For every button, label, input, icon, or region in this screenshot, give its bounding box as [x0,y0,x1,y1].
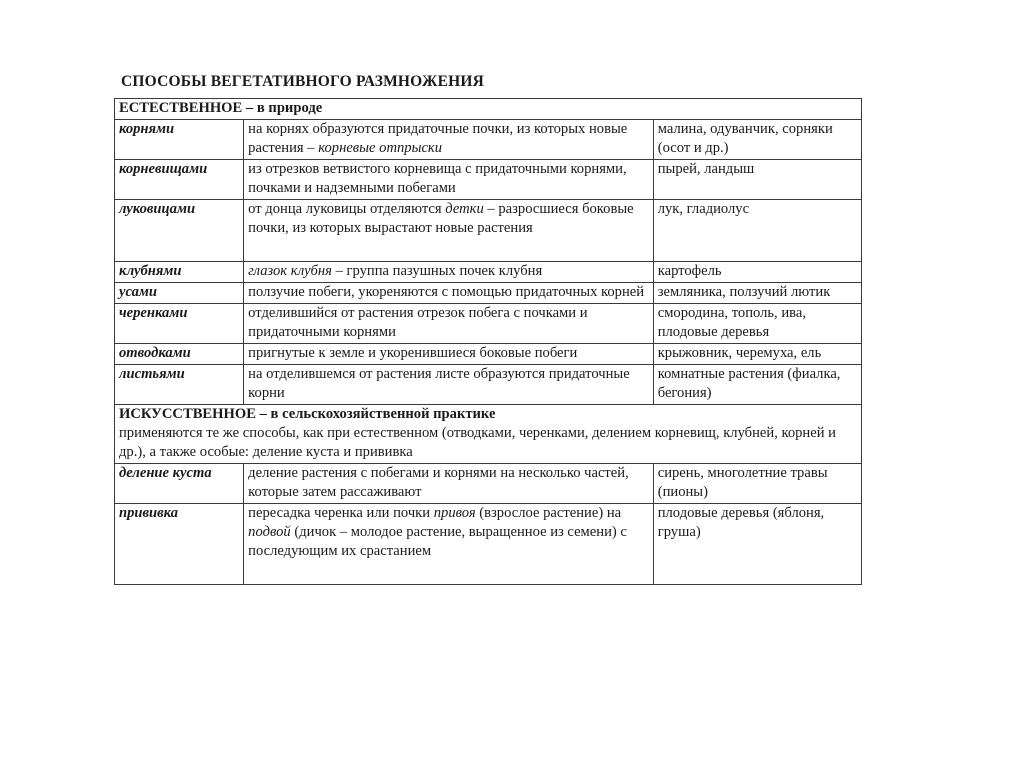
natural-heading: ЕСТЕСТВЕННОЕ [119,100,243,116]
examples-cell: сирень, многолетние травы (пионы) [653,464,861,504]
artificial-intro: применяются те же способы, как при естественном (отводками, черенками, делением корневищ, клубней, корней и др.), а также особые: деление куста и прививка [119,425,836,460]
table-row [115,262,862,283]
description-cell: на корнях образуются придаточные почки, из которых новые растения – корневые отпрыски [244,120,654,160]
table-row [115,283,862,304]
artificial-heading: ИСКУССТВЕННОЕ – в сельскохозяйственной практике [119,406,496,422]
table-row [115,304,862,344]
examples-cell: смородина, тополь, ива, плодовые деревья [653,304,861,344]
method-cell: луковицами [115,200,244,262]
method-cell: черенками [115,304,244,344]
examples-cell: земляника, ползучий лютик [653,283,861,304]
description-cell: из отрезков ветвистого корневища с придаточными корнями, почками и надземными побегами [244,160,654,200]
description-cell: ползучие побеги, укореняются с помощью придаточных корней [244,283,654,304]
method-cell: корнями [115,120,244,160]
table-row [115,160,862,200]
description-cell: пересадка черенка или почки привоя (взрослое растение) на подвой (дичок – молодое растение, выращенное из семени) с последующим их срастанием [244,504,654,585]
method-cell: корневищами [115,160,244,200]
description-cell: деление растения с побегами и корнями на несколько частей, которые затем рассаживают [244,464,654,504]
method-cell: усами [115,283,244,304]
table-row [115,344,862,365]
table-row [115,200,862,262]
examples-cell: малина, одуванчик, сорняки (осот и др.) [653,120,861,160]
description-italic: корневые отпрыски [318,140,443,156]
section-header-artificial [115,405,862,464]
method-cell: листьями [115,365,244,405]
term-scion: привоя [433,505,476,521]
table-row [115,365,862,405]
document-title: СПОСОБЫ ВЕГЕТАТИВНОГО РАЗМНОЖЕНИЯ [121,73,485,90]
section-header-natural [115,99,862,120]
description-cell: на отделившемся от растения листе образуются придаточные корни [244,365,654,405]
natural-heading-suffix: – в природе [242,100,323,116]
reproduction-methods-table [114,98,862,585]
table-row [115,120,862,160]
examples-cell: пырей, ландыш [653,160,861,200]
examples-cell: комнатные растения (фиалка, бегония) [653,365,861,405]
method-cell: отводками [115,344,244,365]
description-cell: отделившийся от растения отрезок побега с почками и придаточными корнями [244,304,654,344]
table-row [115,504,862,585]
term-stock: подвой [248,524,291,540]
description-italic: глазок клубня [248,263,332,279]
description-cell: пригнутые к земле и укоренившиеся боковые побеги [244,344,654,365]
table-row [115,464,862,504]
examples-cell: плодовые деревья (яблоня, груша) [653,504,861,585]
method-cell: прививка [115,504,244,585]
description-italic: детки [445,201,484,217]
method-cell: клубнями [115,262,244,283]
method-cell: деление куста [115,464,244,504]
description-cell: глазок клубня – группа пазушных почек клубня [244,262,654,283]
examples-cell: лук, гладиолус [653,200,861,262]
description-cell: от донца луковицы отделяются детки – разросшиеся боковые почки, из которых вырастают новые растения [244,200,654,262]
examples-cell: картофель [653,262,861,283]
examples-cell: крыжовник, черемуха, ель [653,344,861,365]
